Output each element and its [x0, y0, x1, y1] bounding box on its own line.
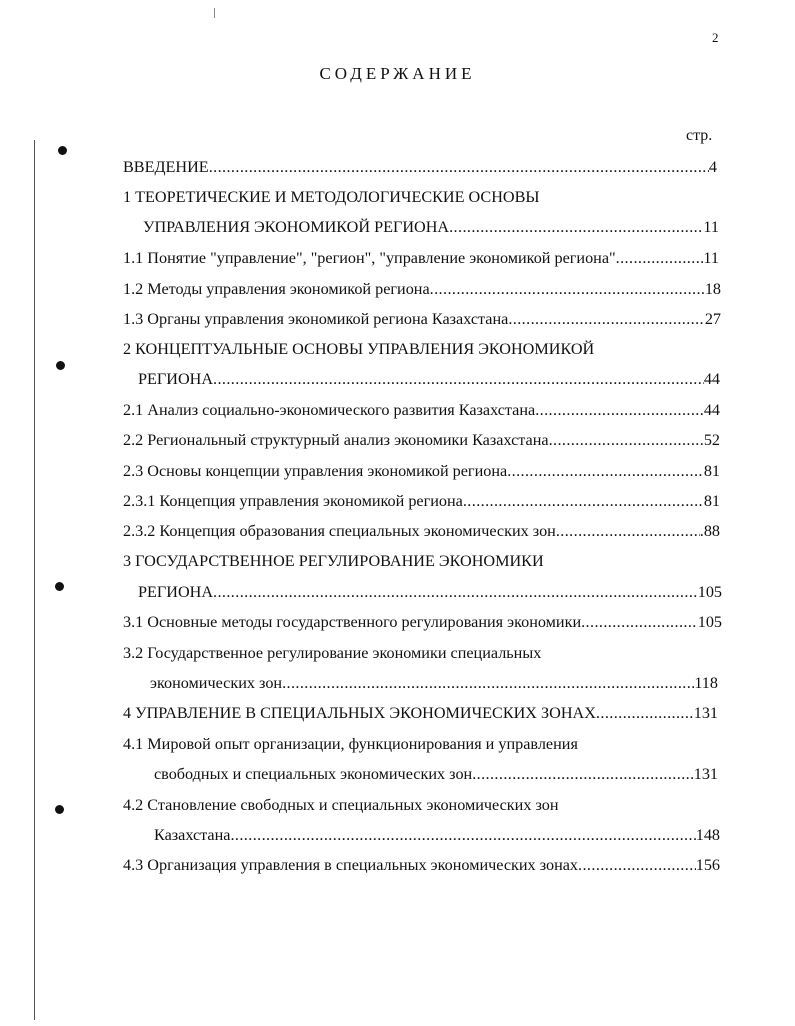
- dot-leader: [213, 369, 704, 389]
- toc-section-4-1: [154, 764, 718, 784]
- toc-entry-page: 27: [704, 310, 721, 328]
- toc-entry-page: 131: [693, 765, 718, 783]
- toc-section-3-1: [123, 612, 722, 632]
- toc-entry-title: ВВЕДЕНИЕ: [123, 158, 209, 176]
- toc-entry-page: 11: [703, 218, 719, 236]
- toc-entry-title: 3.1 Основные методы государственного регулирования экономики: [123, 613, 582, 631]
- dot-leader: [209, 157, 709, 177]
- scan-margin-line: [34, 140, 35, 1020]
- toc-entry-page: 11: [703, 249, 719, 267]
- dot-leader: [581, 612, 698, 632]
- binding-hole-mark: [56, 361, 65, 370]
- toc-entry-page: 81: [703, 462, 720, 480]
- page-column-label: стр.: [686, 127, 713, 144]
- toc-chapter-4: [123, 703, 718, 723]
- toc-section-4-3: [123, 855, 720, 875]
- toc-section-4-2: [154, 825, 720, 845]
- toc-section-3-2: [150, 673, 718, 693]
- toc-section-1-1: [123, 248, 719, 268]
- dot-leader: [230, 825, 695, 845]
- toc-chapter-2: [138, 369, 720, 389]
- dot-leader: [616, 248, 704, 268]
- page-title: СОДЕРЖАНИЕ: [319, 64, 476, 83]
- dot-leader: [556, 521, 700, 541]
- toc-entry-page: 81: [703, 492, 720, 510]
- toc-entry-page: 44: [703, 401, 720, 419]
- dot-leader: [449, 217, 703, 237]
- toc-entry-title: 2.3 Основы концепции управления экономикой региона: [123, 462, 508, 480]
- binding-hole-mark: [55, 805, 64, 814]
- dot-leader: [507, 461, 704, 481]
- toc-entry-title: 2.1 Анализ социально-экономического развития Казахстана: [123, 401, 536, 419]
- toc-entry-title: экономических зон: [150, 674, 283, 692]
- toc-entry-title: 1.3 Органы управления экономикой региона Казахстана: [123, 310, 509, 328]
- toc-entry-title: 2.3.2 Концепция образования специальных экономических зон: [123, 522, 556, 540]
- scan-artifact-mark: [214, 8, 215, 18]
- toc-section-2-3: [123, 461, 720, 481]
- page-number: 2: [712, 30, 719, 45]
- toc-entry-page: 118: [694, 674, 718, 692]
- dot-leader: [578, 855, 696, 875]
- toc-entry-title: РЕГИОНА: [138, 370, 214, 388]
- toc-entry-page: 156: [695, 856, 720, 874]
- toc-section-2-3-1: [123, 491, 720, 511]
- toc-section-2-1: [123, 400, 720, 420]
- toc-section-4-2-line1: 4.2 Становление свободных и специальных экономических зон: [123, 796, 559, 814]
- toc-entry-title: РЕГИОНА: [138, 583, 214, 601]
- binding-hole-mark: [58, 146, 67, 155]
- toc-entry-page: 52: [703, 431, 720, 449]
- toc-entry-title: свободных и специальных экономических зон: [154, 765, 473, 783]
- toc-entry-page: 131: [693, 704, 718, 722]
- dot-leader: [463, 491, 704, 511]
- toc-entry-title: 4 УПРАВЛЕНИЕ В СПЕЦИАЛЬНЫХ ЭКОНОМИЧЕСКИХ ЗОНАХ: [123, 704, 596, 722]
- binding-hole-mark: [55, 582, 64, 591]
- dot-leader: [213, 582, 698, 602]
- toc-entry-page: .88: [699, 522, 720, 540]
- toc-entry-page: 105: [697, 613, 722, 631]
- toc-section-3-2-line1: 3.2 Государственное регулирование экономики специальных: [123, 644, 542, 662]
- dot-leader: [508, 309, 704, 329]
- dot-leader: [596, 703, 694, 723]
- toc-entry-title: 1.2 Методы управления экономикой региона: [123, 280, 430, 298]
- toc-section-4-1-line1: 4.1 Мировой опыт организации, функционирования и управления: [123, 735, 578, 753]
- toc-chapter-1-line1: 1 ТЕОРЕТИЧЕСКИЕ И МЕТОДОЛОГИЧЕСКИЕ ОСНОВЫ: [123, 188, 540, 206]
- toc-entry-page: 18: [704, 280, 721, 298]
- toc-section-1-2: [123, 279, 721, 299]
- toc-chapter-2-line1: 2 КОНЦЕПТУАЛЬНЫЕ ОСНОВЫ УПРАВЛЕНИЯ ЭКОНОМИКОЙ: [123, 340, 595, 358]
- toc-entry-intro: [123, 157, 717, 177]
- toc-entry-title: Казахстана: [154, 826, 231, 844]
- dot-leader: [430, 279, 705, 299]
- toc-chapter-3: [138, 582, 722, 602]
- dot-leader: [282, 673, 694, 693]
- dot-leader: [535, 400, 704, 420]
- toc-entry-page: 148: [695, 826, 720, 844]
- toc-section-2-2: [123, 430, 720, 450]
- toc-section-1-3: [123, 309, 721, 329]
- toc-entry-title: 2.2 Региональный структурный анализ экономики Казахстана: [123, 431, 549, 449]
- toc-entry-page: 105: [697, 583, 722, 601]
- dot-leader: [549, 430, 704, 450]
- toc-section-2-3-2: [123, 521, 720, 541]
- dot-leader: [472, 764, 694, 784]
- toc-entry-title: 2.3.1 Концепция управления экономикой региона: [123, 492, 463, 510]
- toc-entry-page: 44: [703, 370, 720, 388]
- toc-chapter-3-line1: 3 ГОСУДАРСТВЕННОЕ РЕГУЛИРОВАНИЕ ЭКОНОМИКИ: [123, 552, 544, 570]
- toc-entry-title: 1.1 Понятие "управление", "регион", "управление экономикой региона": [123, 249, 616, 267]
- toc-entry-page: 4: [708, 158, 717, 176]
- toc-chapter-1: [143, 217, 719, 237]
- toc-entry-title: 4.3 Организация управления в специальных экономических зонах: [123, 856, 579, 874]
- toc-entry-title: УПРАВЛЕНИЯ ЭКОНОМИКОЙ РЕГИОНА: [143, 218, 450, 236]
